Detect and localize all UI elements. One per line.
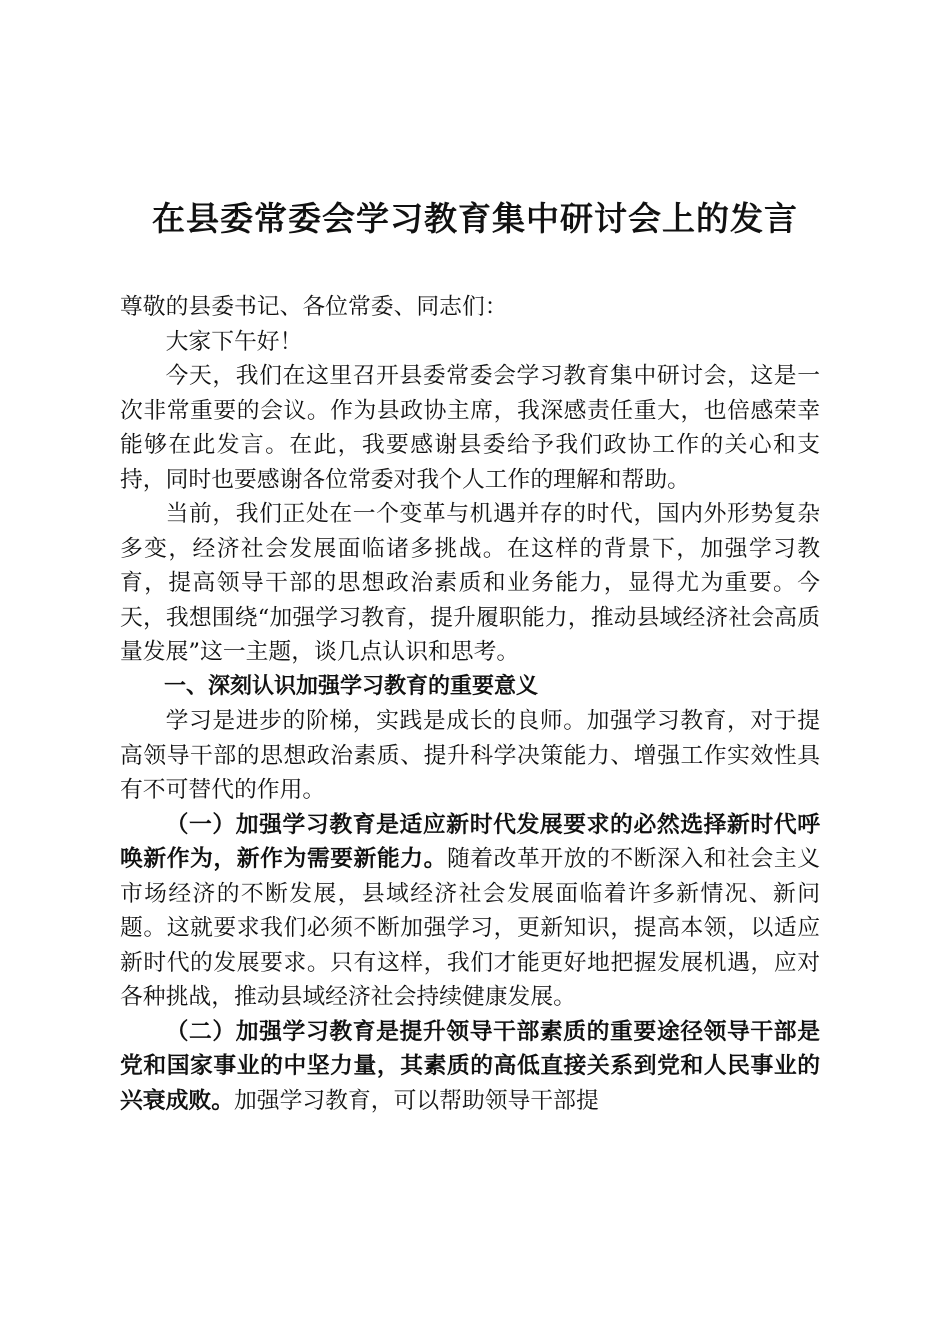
- point-1-text: 随着改革开放的不断深入和社会主义市场经济的不断发展，县域经济社会发展面临着许多新情况、新问题。这就要求我们必须不断加强学习，更新知识，提高本领，以适应新时代的发展要求。只有这样，我们才能更好地把握发展机遇，应对各种挑战，推动县域经济社会持续健康发展。: [120, 846, 821, 1010]
- paragraph-background: 当前，我们正处在一个变革与机遇并存的时代，国内外形势复杂多变，经济社会发展面临诸多挑战。在这样的背景下，加强学习教育，提高领导干部的思想政治素质和业务能力，显得尤为重要。今天，我想围绕“加强学习教育，提升履职能力，推动县域经济社会高质量发展”这一主题，谈几点认识和思考。: [120, 501, 820, 665]
- paragraph-point-1: [120, 808, 820, 1015]
- document-body: [120, 290, 820, 1118]
- point-2-lead: （二）加强学习教育是提升领导干部素质的重要途径领导干部是党和国家事业的中坚力量，其素质的高低直接关系到党和人民事业的兴衰成败。: [120, 1018, 820, 1114]
- page-title: 在县委常委会学习教育集中研讨会上的发言: [152, 199, 798, 238]
- paragraph-point-2: [120, 1015, 820, 1119]
- paragraph-opening: 今天，我们在这里召开县委常委会学习教育集中研讨会，这是一次非常重要的会议。作为县政协主席，我深感责任重大，也倍感荣幸能够在此发言。在此，我要感谢县委给予我们政协工作的关心和支持，同时也要感谢各位常委对我个人工作的理解和帮助。: [120, 363, 820, 493]
- salutation: 尊敬的县委书记、各位常委、同志们：: [120, 294, 508, 320]
- paragraph-significance: 学习是进步的阶梯，实践是成长的良师。加强学习教育，对于提高领导干部的思想政治素质、提升科学决策能力、增强工作实效性具有不可替代的作用。: [120, 708, 820, 803]
- section-heading-1: 一、深刻认识加强学习教育的重要意义: [164, 673, 539, 699]
- point-2-text: 加强学习教育，可以帮助领导干部提: [233, 1087, 599, 1114]
- point-1-lead: （一）加强学习教育是适应新时代发展要求的必然选择新时代呼唤新作为，新作为需要新能力。: [120, 811, 820, 872]
- greeting: 大家下午好！: [165, 328, 303, 355]
